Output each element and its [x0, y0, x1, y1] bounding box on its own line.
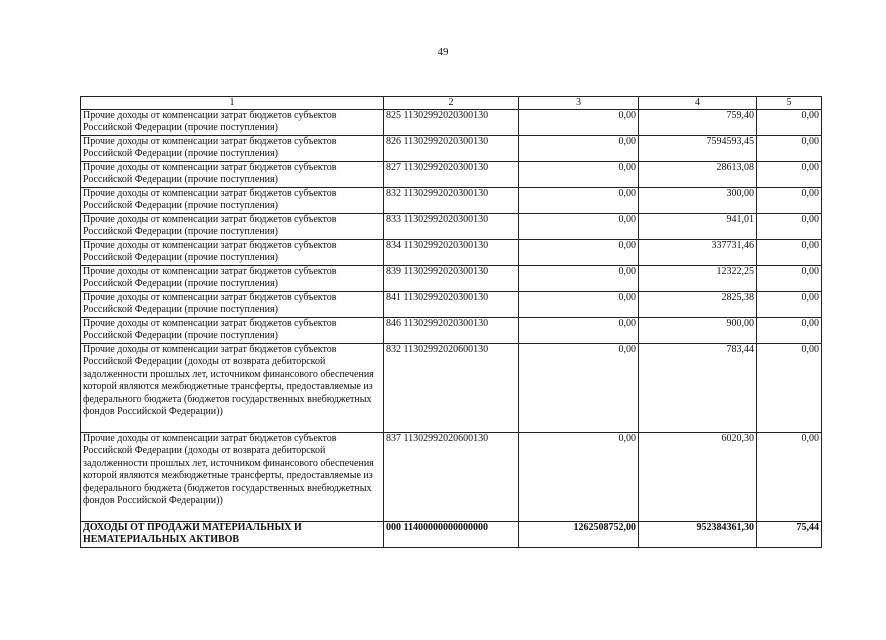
- row-col3: 0,00: [519, 214, 639, 240]
- row-code: 833 11302992020300130: [384, 214, 519, 240]
- row-name: Прочие доходы от компенсации затрат бюджетов субъектов Российской Федерации (прочие поступления): [81, 136, 384, 162]
- row-code: 841 11302992020300130: [384, 292, 519, 318]
- income-table: [80, 96, 822, 548]
- row-col3: 0,00: [519, 318, 639, 344]
- total-col5: 75,44: [757, 522, 822, 548]
- total-col3: 1262508752,00: [519, 522, 639, 548]
- row-code: 837 11302992020600130: [384, 433, 519, 522]
- table-header-row: [81, 97, 822, 110]
- row-col4: 300,00: [639, 188, 757, 214]
- header-col-4: 4: [639, 97, 757, 110]
- total-code: 000 11400000000000000: [384, 522, 519, 548]
- row-col5: 0,00: [757, 266, 822, 292]
- table-row: [81, 110, 822, 136]
- header-col-3: 3: [519, 97, 639, 110]
- table-row: [81, 188, 822, 214]
- row-name: Прочие доходы от компенсации затрат бюджетов субъектов Российской Федерации (прочие поступления): [81, 240, 384, 266]
- row-name: Прочие доходы от компенсации затрат бюджетов субъектов Российской Федерации (доходы от возврата дебиторской задолженности прошлых лет, источником финансового обеспечения которой являются межбюджетные трансферты, предоставляемые из федерального бюджета (бюджетов государственных внебюджетных фондов Российской Федерации)): [81, 344, 384, 433]
- row-code: 846 11302992020300130: [384, 318, 519, 344]
- table-row: [81, 344, 822, 433]
- page-number: 49: [437, 46, 449, 58]
- row-code: 825 11302992020300130: [384, 110, 519, 136]
- table-row: [81, 136, 822, 162]
- row-col3: 0,00: [519, 266, 639, 292]
- row-name: Прочие доходы от компенсации затрат бюджетов субъектов Российской Федерации (прочие поступления): [81, 110, 384, 136]
- table-row: [81, 433, 822, 522]
- row-col4: 12322,25: [639, 266, 757, 292]
- row-col5: 0,00: [757, 162, 822, 188]
- row-name: Прочие доходы от компенсации затрат бюджетов субъектов Российской Федерации (прочие поступления): [81, 214, 384, 240]
- row-code: 839 11302992020300130: [384, 266, 519, 292]
- row-col3: 0,00: [519, 292, 639, 318]
- row-col4: 28613,08: [639, 162, 757, 188]
- table-row: [81, 214, 822, 240]
- row-name: Прочие доходы от компенсации затрат бюджетов субъектов Российской Федерации (прочие поступления): [81, 162, 384, 188]
- row-col5: 0,00: [757, 110, 822, 136]
- row-col4: 783,44: [639, 344, 757, 433]
- row-code: 827 11302992020300130: [384, 162, 519, 188]
- row-col3: 0,00: [519, 188, 639, 214]
- row-col4: 337731,46: [639, 240, 757, 266]
- row-code: 832 11302992020300130: [384, 188, 519, 214]
- table-row: [81, 266, 822, 292]
- row-col4: 759,40: [639, 110, 757, 136]
- row-name: Прочие доходы от компенсации затрат бюджетов субъектов Российской Федерации (прочие поступления): [81, 188, 384, 214]
- total-name: ДОХОДЫ ОТ ПРОДАЖИ МАТЕРИАЛЬНЫХ И НЕМАТЕРИАЛЬНЫХ АКТИВОВ: [81, 522, 384, 548]
- row-col4: 6020,30: [639, 433, 757, 522]
- total-row: [81, 522, 822, 548]
- row-code: 826 11302992020300130: [384, 136, 519, 162]
- row-col5: 0,00: [757, 136, 822, 162]
- row-col5: 0,00: [757, 214, 822, 240]
- row-name: Прочие доходы от компенсации затрат бюджетов субъектов Российской Федерации (доходы от возврата дебиторской задолженности прошлых лет, источником финансового обеспечения которой являются межбюджетные трансферты, предоставляемые из федерального бюджета (бюджетов государственных внебюджетных фондов Российской Федерации)): [81, 433, 384, 522]
- row-col3: 0,00: [519, 136, 639, 162]
- row-code: 832 11302992020600130: [384, 344, 519, 433]
- header-col-2: 2: [384, 97, 519, 110]
- row-col4: 941,01: [639, 214, 757, 240]
- row-col3: 0,00: [519, 240, 639, 266]
- row-col5: 0,00: [757, 318, 822, 344]
- row-col5: 0,00: [757, 188, 822, 214]
- row-name: Прочие доходы от компенсации затрат бюджетов субъектов Российской Федерации (прочие поступления): [81, 318, 384, 344]
- row-col3: 0,00: [519, 162, 639, 188]
- table-row: [81, 162, 822, 188]
- row-col3: 0,00: [519, 433, 639, 522]
- row-col4: 900,00: [639, 318, 757, 344]
- row-col5: 0,00: [757, 433, 822, 522]
- header-col-1: 1: [81, 97, 384, 110]
- row-col3: 0,00: [519, 344, 639, 433]
- table-row: [81, 240, 822, 266]
- row-name: Прочие доходы от компенсации затрат бюджетов субъектов Российской Федерации (прочие поступления): [81, 292, 384, 318]
- row-code: 834 11302992020300130: [384, 240, 519, 266]
- row-name: Прочие доходы от компенсации затрат бюджетов субъектов Российской Федерации (прочие поступления): [81, 266, 384, 292]
- row-col4: 7594593,45: [639, 136, 757, 162]
- row-col5: 0,00: [757, 240, 822, 266]
- row-col4: 2825,38: [639, 292, 757, 318]
- header-col-5: 5: [757, 97, 822, 110]
- table-row: [81, 292, 822, 318]
- total-col4: 952384361,30: [639, 522, 757, 548]
- table-row: [81, 318, 822, 344]
- row-col3: 0,00: [519, 110, 639, 136]
- row-col5: 0,00: [757, 344, 822, 433]
- row-col5: 0,00: [757, 292, 822, 318]
